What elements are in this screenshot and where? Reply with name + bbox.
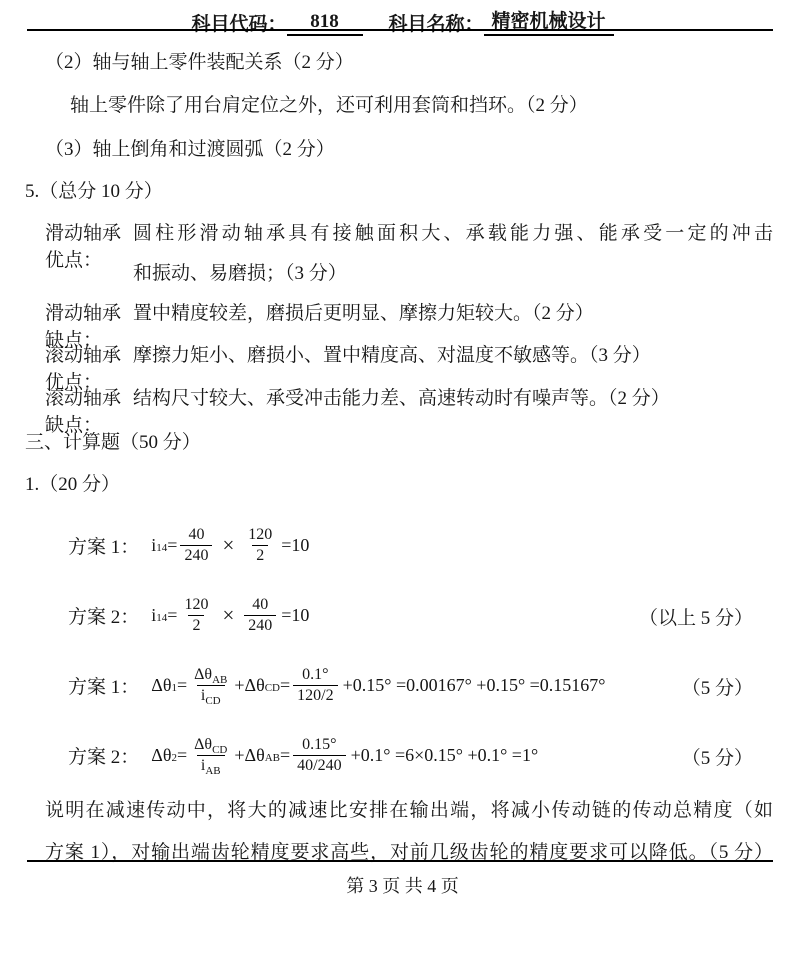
answer-item-2-detail: 轴上零件除了用台肩定位之外，还可利用套筒和挡环。（2 分） bbox=[70, 95, 588, 116]
numerator-subscript: AB bbox=[212, 674, 228, 687]
formula-result: =10 bbox=[281, 534, 310, 555]
plus-operator: + bbox=[234, 674, 245, 695]
fraction-denominator: 2 bbox=[252, 545, 268, 565]
equals-sign: = bbox=[280, 744, 291, 765]
formula-result: +0.15° =0.00167° +0.15° =0.15167° bbox=[342, 674, 606, 695]
formula-result: =10 bbox=[281, 604, 310, 625]
bearing-point-text: 摩擦力矩小、磨损小、置中精度高、对温度不敏感等。（3 分） bbox=[133, 345, 651, 366]
formula-label: 方案 1： bbox=[68, 536, 140, 558]
fraction bbox=[293, 665, 337, 704]
bearing-point-text-continued: 和振动、易磨损；（3 分） bbox=[133, 263, 347, 284]
numerator-symbol: Δθ bbox=[194, 736, 213, 754]
formula-term: Δθ AB = bbox=[244, 744, 291, 765]
score-note: （5 分） bbox=[681, 678, 753, 699]
fraction-denominator: 2 bbox=[188, 615, 204, 635]
fraction bbox=[244, 525, 276, 564]
fraction bbox=[190, 735, 231, 777]
formula-label: 方案 2： bbox=[68, 606, 140, 628]
formula-label: 方案 2： bbox=[68, 746, 140, 768]
variable-symbol: i bbox=[151, 534, 157, 555]
denominator-symbol: i bbox=[200, 686, 206, 704]
bearing-point-text: 置中精度较差，磨损后更明显、摩擦力矩较大。（2 分） bbox=[133, 303, 594, 324]
formula-ratio-scheme2 bbox=[68, 592, 309, 638]
equals-sign: = bbox=[280, 674, 291, 695]
multiply-operator: × bbox=[222, 602, 235, 627]
fraction-numerator bbox=[190, 735, 231, 757]
fraction-denominator: 240 bbox=[180, 545, 212, 565]
formula-error-scheme1 bbox=[68, 662, 606, 708]
fraction-denominator bbox=[197, 755, 225, 775]
equals-sign: = bbox=[176, 744, 188, 765]
denominator-symbol: i bbox=[200, 756, 206, 774]
fraction-numerator: 120 bbox=[184, 596, 209, 614]
fraction bbox=[190, 665, 231, 707]
fraction-numerator: 120 bbox=[248, 526, 273, 544]
score-note: （5 分） bbox=[681, 748, 753, 769]
bearing-point-text: 结构尺寸较大、承受冲击能力差、高速转动时有噪声等。（2 分） bbox=[133, 388, 670, 409]
fraction-numerator: 40 bbox=[188, 526, 205, 544]
bearing-point-label: 滚动轴承优点： bbox=[45, 345, 122, 393]
subject-name-value: 精密机械设计 bbox=[484, 6, 614, 36]
conclusion-line-2: 方案 1），对输出端齿轮精度要求高些，对前几级齿轮的精度要求可以降低。（5 分） bbox=[45, 842, 773, 863]
formula-label: 方案 1： bbox=[68, 676, 140, 698]
denominator-subscript: CD bbox=[205, 694, 221, 707]
fraction-denominator: 240 bbox=[244, 615, 276, 635]
fraction bbox=[293, 735, 345, 774]
fraction-denominator bbox=[197, 685, 225, 705]
plus-operator: + bbox=[234, 744, 245, 765]
fraction bbox=[180, 595, 212, 634]
numerator-subscript: CD bbox=[212, 744, 228, 757]
formula-error-scheme2 bbox=[68, 732, 538, 778]
numerator-symbol: Δθ bbox=[194, 666, 213, 684]
page-number: 第 3 页 共 4 页 bbox=[346, 876, 459, 896]
score-note: （以上 5 分） bbox=[638, 608, 753, 629]
bearing-point-label: 滚动轴承缺点： bbox=[45, 388, 122, 436]
equals-sign: = bbox=[167, 604, 178, 625]
formula-term: Δθ CD = bbox=[244, 674, 291, 695]
formula-variable: Δθ 2 = bbox=[151, 744, 188, 765]
answer-item-3: （3）轴上倒角和过渡圆弧（2 分） bbox=[45, 139, 335, 160]
fraction-numerator: 0.1° bbox=[302, 666, 329, 684]
term-symbol: Δθ bbox=[244, 674, 265, 695]
multiply-operator: × bbox=[222, 532, 235, 557]
question-1-heading: 1.（20 分） bbox=[25, 474, 121, 495]
answer-item-2: （2）轴与轴上零件装配关系（2 分） bbox=[45, 52, 354, 73]
fraction-denominator: 40/240 bbox=[293, 755, 345, 775]
section-3-heading: 三、计算题（50 分） bbox=[25, 432, 201, 453]
fraction bbox=[244, 595, 276, 634]
variable-symbol: Δθ bbox=[151, 744, 172, 765]
bearing-point-label: 滑动轴承优点： bbox=[45, 223, 122, 271]
term-symbol: Δθ bbox=[244, 744, 265, 765]
fraction-numerator: 0.15° bbox=[302, 736, 337, 754]
formula-variable: Δθ 1 = bbox=[151, 674, 188, 695]
bearing-point-label: 滑动轴承缺点： bbox=[45, 303, 122, 351]
fraction-numerator: 40 bbox=[252, 596, 269, 614]
subject-code-value: 818 bbox=[287, 11, 363, 36]
subject-name-label: 科目名称： bbox=[388, 14, 484, 35]
subject-code-label: 科目代码： bbox=[191, 14, 287, 35]
formula-result: +0.1° =6×0.15° +0.1° =1° bbox=[350, 744, 539, 765]
denominator-subscript: AB bbox=[205, 764, 221, 777]
variable-symbol: i bbox=[151, 604, 157, 625]
equals-sign: = bbox=[167, 534, 178, 555]
bottom-divider bbox=[27, 860, 773, 862]
bearing-point-text: 圆柱形滑动轴承具有接触面积大、承载能力强、能承受一定的冲击 bbox=[133, 223, 773, 244]
page-header bbox=[0, 6, 805, 36]
formula-ratio-scheme1 bbox=[68, 522, 309, 568]
fraction-denominator: 120/2 bbox=[293, 685, 337, 705]
variable-symbol: Δθ bbox=[151, 674, 172, 695]
top-divider bbox=[27, 29, 773, 31]
fraction-numerator bbox=[190, 665, 231, 687]
formula-variable: i 14 = bbox=[151, 534, 178, 555]
formula-variable: i 14 = bbox=[151, 604, 178, 625]
equals-sign: = bbox=[176, 674, 188, 695]
fraction bbox=[180, 525, 212, 564]
conclusion-line-1: 说明在减速传动中，将大的减速比安排在输出端，将减小传动链的传动总精度（如 bbox=[45, 800, 773, 821]
question-5-heading: 5.（总分 10 分） bbox=[25, 181, 163, 202]
